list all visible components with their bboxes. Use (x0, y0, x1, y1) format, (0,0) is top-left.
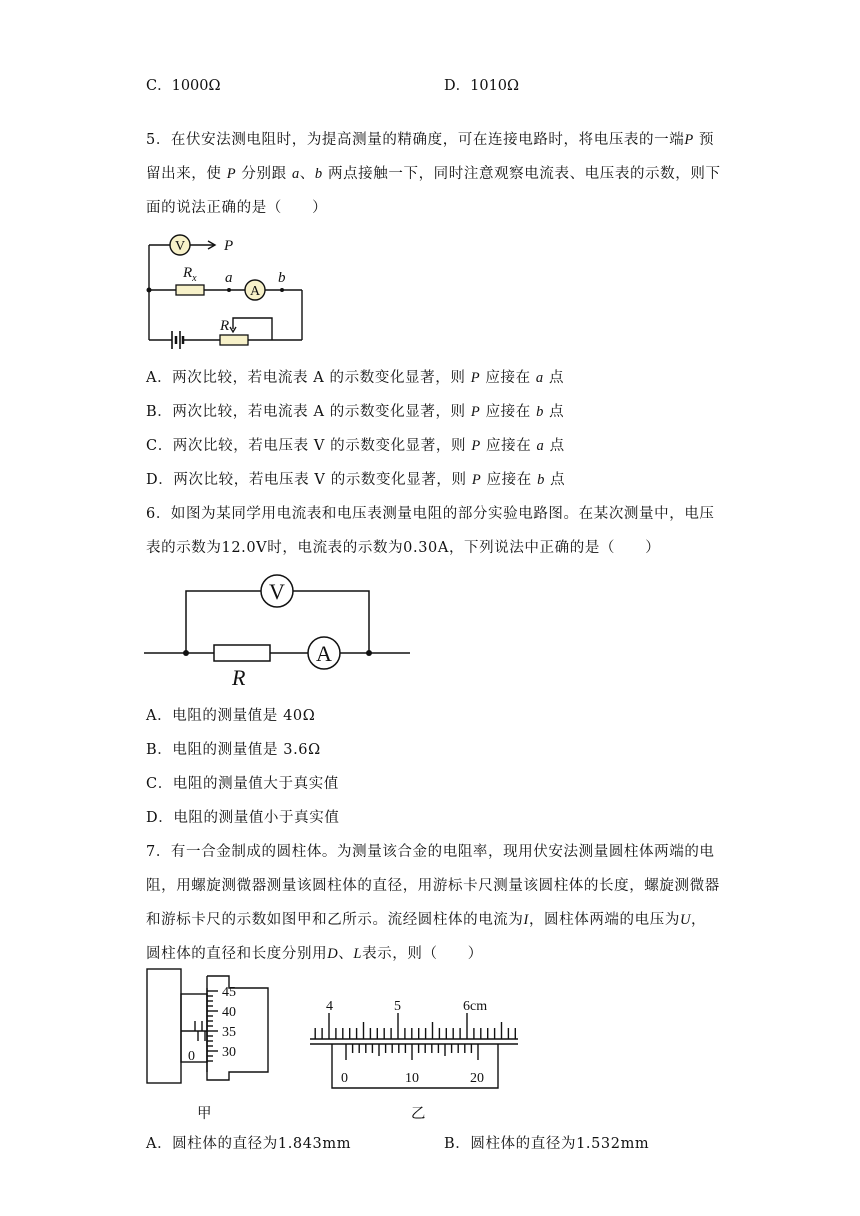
micrometer-label-45: 45 (222, 985, 236, 1000)
caliper-main-5: 5 (394, 999, 401, 1014)
caliper-main-4: 4 (326, 999, 333, 1014)
q6-ammeter-symbol: A (316, 641, 332, 666)
q5-rx-label: R (183, 265, 193, 281)
q5-option-c: C．两次比较，若电压表 V 的示数变化显著，则 P 应接在 a 点 (146, 438, 565, 454)
svg-text:Rx (182, 265, 197, 284)
q5-probe-label: P (224, 238, 234, 254)
q5-option-a: A．两次比较，若电流表 A 的示数变化显著，则 P 应接在 a 点 (146, 370, 565, 386)
q7-stem-line2: 阻，用螺旋测微器测量该圆柱体的直径，用游标卡尺测量该圆柱体的长度，螺旋测微器 (146, 878, 720, 894)
q5-stem-line2: 留出来，使 P 分别跟 a、b 两点接触一下，同时注意观察电流表、电压表的示数，则下 (146, 166, 721, 182)
micrometer-caption: 甲 (197, 1106, 212, 1122)
q6-option-b: B．电阻的测量值是 3.6Ω (146, 742, 321, 758)
q6-stem-line2: 表的示数为12.0V时，电流表的示数为0.30A，下列说法中正确的是（ ） (146, 540, 661, 556)
q5-rx-resistor (176, 285, 204, 295)
q6-option-d: D．电阻的测量值小于真实值 (146, 810, 340, 826)
q7-option-a: A．圆柱体的直径为1.843mm (146, 1136, 352, 1152)
q4-option-c: C．1000Ω (146, 78, 221, 94)
micrometer-label-30: 30 (222, 1045, 236, 1060)
q6-circuit-diagram (144, 570, 414, 690)
q7-option-b: B．圆柱体的直径为1.532mm (444, 1136, 650, 1152)
q6-resistor (214, 645, 270, 661)
q4-option-d: D．1010Ω (444, 78, 520, 94)
q7-micrometer-figure (146, 968, 276, 1088)
q5-ammeter-symbol: A (249, 284, 261, 299)
caliper-vernier-10: 10 (405, 1071, 419, 1086)
q5-point-a: a (225, 270, 233, 286)
q5-circuit-diagram (140, 228, 320, 358)
q7-caliper-figure (310, 994, 520, 1094)
q5-battery-icon (172, 331, 183, 349)
q5-option-d: D．两次比较，若电压表 V 的示数变化显著，则 P 应接在 b 点 (146, 472, 566, 488)
caliper-caption: 乙 (411, 1106, 426, 1122)
q5-point-b: b (278, 270, 286, 286)
micrometer-label-40: 40 (222, 1005, 236, 1020)
q5-stem-line1: 5．在伏安法测电阻时，为提高测量的精确度，可在连接电路时，将电压表的一端P 预 (146, 132, 715, 148)
q7-stem-line3: 和游标卡尺的示数如图甲和乙所示。流经圆柱体的电流为I，圆柱体两端的电压为U， (146, 912, 707, 928)
q5-voltmeter-symbol: V (174, 239, 186, 254)
q5-rheostat-label: R (220, 318, 230, 334)
q6-option-c: C．电阻的测量值大于真实值 (146, 776, 339, 792)
caliper-vernier-20: 20 (470, 1071, 484, 1086)
caliper-main-6cm: 6cm (463, 999, 488, 1014)
micrometer-label-35: 35 (222, 1025, 236, 1040)
q6-option-a: A．电阻的测量值是 40Ω (146, 708, 316, 724)
q6-stem-line1: 6．如图为某同学用电流表和电压表测量电阻的部分实验电路图。在某次测量中，电压 (146, 506, 715, 522)
q5-rx-sub: x (192, 273, 197, 284)
q6-resistor-label: R (232, 665, 246, 690)
q5-option-b: B．两次比较，若电流表 A 的示数变化显著，则 P 应接在 b 点 (146, 404, 565, 420)
q6-voltmeter-symbol: V (269, 579, 285, 604)
caliper-vernier-0: 0 (341, 1071, 348, 1086)
q7-stem-line1: 7．有一合金制成的圆柱体。为测量该合金的电阻率，现用伏安法测量圆柱体两端的电 (146, 844, 715, 860)
micrometer-sleeve-zero: 0 (188, 1049, 195, 1064)
q7-stem-line4: 圆柱体的直径和长度分别用D、L表示，则（ ） (146, 946, 483, 962)
q5-rheostat (220, 335, 248, 345)
q5-stem-line3: 面的说法正确的是（ ） (146, 200, 328, 216)
